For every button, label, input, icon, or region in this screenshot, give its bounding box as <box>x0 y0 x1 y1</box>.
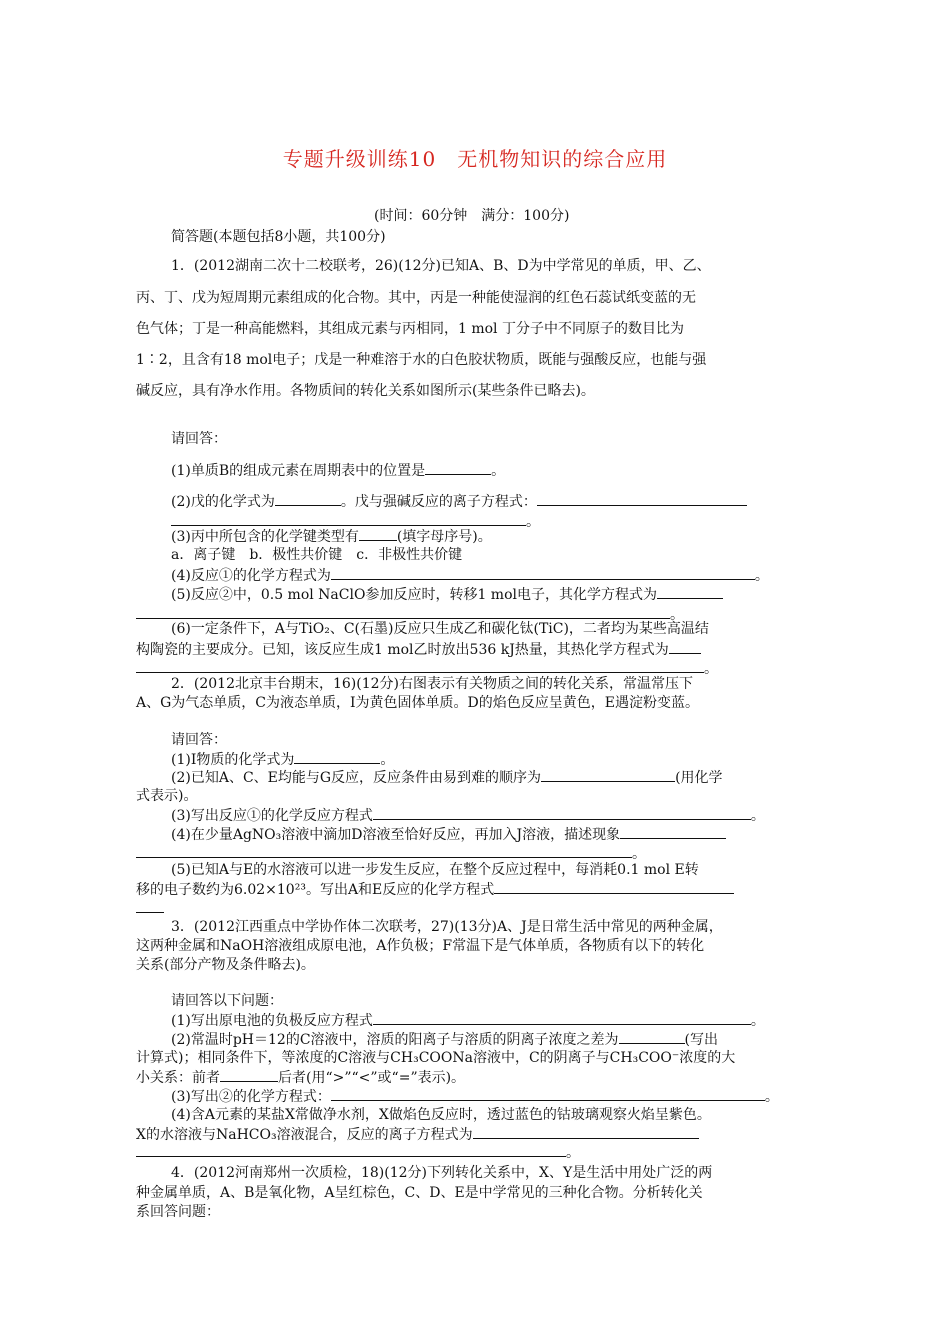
q3-line-3: 关系(部分产物及条件略去)。 <box>136 957 315 973</box>
section-heading: 简答题(本题包括8小题，共100分) <box>171 229 386 245</box>
q1-part-2-cont: 。 <box>171 512 540 531</box>
answer-blank[interactable] <box>275 492 341 506</box>
answer-blank[interactable] <box>669 640 701 654</box>
q1-options: a．离子键 b．极性共价键 c．非极性共价键 <box>171 547 463 563</box>
q3-part-1: (1)写出原电池的负极反应方程式 。 <box>171 1013 765 1029</box>
q3-ask: 请回答以下问题： <box>171 993 283 1009</box>
q1-part-3: (3)丙中所包含的化学键类型有 (填字母序号)。 <box>171 529 492 545</box>
q2-line-2: A、G为气态单质，C为液态单质，I为黄色固体单质。D的焰色反应呈黄色，E遇淀粉变蓝。 <box>136 695 699 711</box>
answer-blank[interactable] <box>136 899 164 913</box>
page-title: 专题升级训练10 无机物知识的综合应用 <box>282 147 668 171</box>
q4-line-1: 4．(2012河南郑州一次质检，18)(12分)下列转化关系中，X、Y是生活中用处广泛的两 <box>171 1165 713 1181</box>
q3-line-2: 这两种金属和NaOH溶液组成原电池，A作负极；F常温下是气体单质，各物质有以下的转化 <box>136 938 705 954</box>
q1-line-3: 色气体；丁是一种高能燃料，其组成元素与丙相同，1 mol 丁分子中不同原子的数目比为 <box>136 321 684 337</box>
q1-ask: 请回答： <box>171 431 227 447</box>
answer-blank[interactable] <box>136 1143 566 1157</box>
q2-part-5: (5)已知A与E的水溶液可以进一步发生反应，在整个反应过程中，每消耗0.1 mol E转 <box>171 862 699 878</box>
q1-line-4: 1∶2，且含有18 mol电子；戊是一种难溶于水的白色胶状物质，既能与强酸反应，也能与强 <box>136 352 707 368</box>
answer-blank[interactable] <box>331 1087 765 1101</box>
q2-part-5-answer <box>136 899 164 918</box>
answer-blank[interactable] <box>294 750 380 764</box>
q3-part-4-cont: X的水溶液与NaHCO₃溶液混合，反应的离子方程式为 <box>136 1125 699 1144</box>
q3-part-4-answer: 。 <box>136 1143 580 1162</box>
q1-part-5-cont: 。 <box>136 605 684 624</box>
q3-part-2: (2)常温时pH＝12的C溶液中，溶质的阳离子与溶质的阴离子浓度之差为 (写出 <box>171 1032 718 1048</box>
answer-blank[interactable] <box>373 1011 751 1025</box>
q1-line-1: 1．(2012湖南二次十二校联考，26)(12分)已知A、B、D为中学常见的单质，甲、乙、 <box>171 258 711 274</box>
q3-part-2-cont: 计算式)；相同条件下，等浓度的C溶液与CH₃COONa溶液中，C的阴离子与CH₃COO⁻浓度的大 <box>136 1050 736 1066</box>
q2-ask: 请回答： <box>171 732 227 748</box>
q1-part-1: (1)单质B的组成元素在周期表中的位置是 。 <box>171 463 506 479</box>
answer-blank[interactable] <box>359 527 397 541</box>
q2-line-1: 2．(2012北京丰台期末，16)(12分)右图表示有关物质之间的转化关系，常温常压下 <box>171 676 694 692</box>
q2-part-2-cont: 式表示)。 <box>136 788 198 804</box>
answer-blank[interactable] <box>425 461 491 475</box>
answer-blank[interactable] <box>171 512 526 526</box>
q1-line-5: 碱反应，具有净水作用。各物质间的转化关系如图所示(某些条件已略去)。 <box>136 383 595 399</box>
answer-blank[interactable] <box>373 806 751 820</box>
answer-blank[interactable] <box>331 566 755 580</box>
q3-part-3: (3)写出②的化学方程式： 。 <box>171 1089 779 1105</box>
q3-part-2-cont2: 小关系：前者 后者(用“>”“<”或“=”表示)。 <box>136 1070 466 1086</box>
answer-blank[interactable] <box>473 1125 699 1139</box>
q1-part-4: (4)反应①的化学方程式为 。 <box>171 568 769 584</box>
q2-part-2: (2)已知A、C、E均能与G反应，反应条件由易到难的顺序为 (用化学 <box>171 770 723 786</box>
q2-part-1: (1)I物质的化学式为 。 <box>171 752 395 768</box>
q1-part-6: (6)一定条件下，A与TiO₂、C(石墨)反应只生成乙和碳化钛(TiC)，二者均为某些高温结 <box>171 621 709 637</box>
q1-part-5: (5)反应②中，0.5 mol NaClO参加反应时，转移1 mol电子，其化学方程式为 <box>171 585 723 604</box>
q2-part-4: (4)在少量AgNO₃溶液中滴加D溶液至恰好反应，再加入J溶液，描述现象 <box>171 825 726 844</box>
q4-line-2: 种金属单质，A、B是氧化物，A呈红棕色，C、D、E是中学常见的三种化合物。分析转化关 <box>136 1185 703 1201</box>
answer-blank[interactable] <box>657 585 723 599</box>
answer-blank[interactable] <box>136 605 670 619</box>
q1-part-6-answer: 。 <box>136 659 718 678</box>
q3-part-4: (4)含A元素的某盐X常做净水剂，X做焰色反应时，透过蓝色的钴玻璃观察火焰呈紫色。 <box>171 1107 711 1123</box>
q3-line-1: 3．(2012江西重点中学协作体二次联考，27)(13分)A、J是日常生活中常见的两种金属， <box>171 919 723 935</box>
exam-meta: (时间：60分钟 满分：100分) <box>374 208 570 224</box>
q2-part-4-answer: 。 <box>136 844 646 863</box>
q2-part-5-cont: 移的电子数约为6.02×10²³。写出A和E反应的化学方程式 <box>136 880 734 899</box>
answer-blank[interactable] <box>136 844 632 858</box>
answer-blank[interactable] <box>494 880 734 894</box>
answer-blank[interactable] <box>620 825 726 839</box>
q2-part-3: (3)写出反应①的化学反应方程式 。 <box>171 808 765 824</box>
q1-part-6-cont: 构陶瓷的主要成分。已知，该反应生成1 mol乙时放出536 kJ热量，其热化学方程式为 <box>136 640 701 659</box>
answer-blank[interactable] <box>541 768 675 782</box>
answer-blank[interactable] <box>136 659 704 673</box>
q1-part-2: (2)戊的化学式为 。戊与强碱反应的离子方程式： <box>171 492 747 511</box>
answer-blank[interactable] <box>220 1068 278 1082</box>
q1-line-2: 丙、丁、戊为短周期元素组成的化合物。其中，丙是一种能使湿润的红色石蕊试纸变蓝的无 <box>136 290 696 306</box>
q4-line-3: 系回答问题： <box>136 1204 220 1220</box>
answer-blank[interactable] <box>619 1030 685 1044</box>
answer-blank[interactable] <box>537 492 747 506</box>
